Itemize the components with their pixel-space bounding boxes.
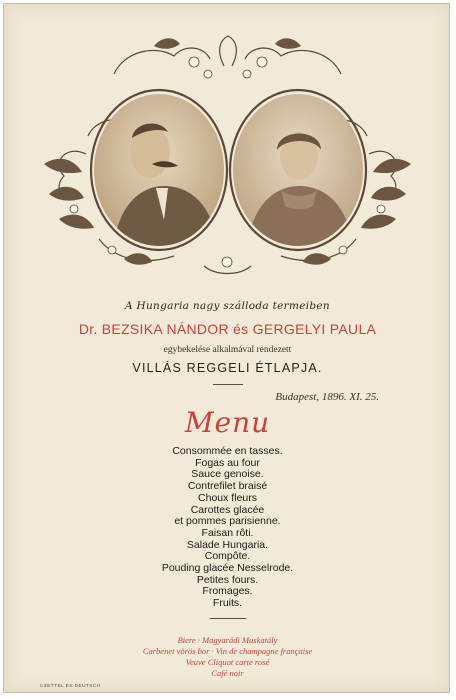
menu-item: Petites fours. (196, 573, 259, 586)
menu-item: Salade Hungaria. (186, 538, 269, 551)
drink-line: Carbenet vörös bor · Vin de champagne française (142, 646, 313, 656)
menu-divider (210, 618, 246, 619)
menu-list (4, 446, 451, 610)
breakfast-title: VILLÁS REGGELI ÉTLAPJA. (132, 361, 323, 375)
menu-item: Contrefilet braisé (187, 480, 268, 493)
drink-line: Café noir (211, 668, 244, 678)
intro-line: A Hungaria nagy szálloda termeiben (125, 300, 330, 312)
drink-line: Veuve Cliquot carte rosé (185, 657, 270, 667)
menu-item: Fruits. (212, 597, 243, 610)
menu-item: Fromages. (202, 585, 253, 598)
menu-item: Consommée en tasses. (172, 445, 283, 457)
floral-ornament (4, 4, 451, 294)
bride-portrait (233, 94, 363, 246)
drinks-list (4, 635, 451, 679)
menu-item: et pommes parisienne. (174, 515, 281, 528)
menu-title: Menu (184, 406, 271, 439)
menu-item: Compôte. (204, 550, 251, 563)
menu-item: Sauce genoise. (191, 468, 264, 481)
drink-line: Biere · Magyarádi Muskatály (177, 635, 278, 645)
menu-item: Choux fleurs (198, 491, 257, 504)
couple-names: Dr. BEZSIKA NÁNDOR és GERGELYI PAULA (78, 321, 377, 337)
menu-item: Pouding glacée Nesselrode. (161, 562, 294, 575)
occasion-line: egybekelése alkalmával rendezett (163, 345, 292, 355)
header-divider (213, 384, 243, 385)
menu-card (3, 3, 450, 693)
printer-imprint: CZETTEL ÉS DEUTSCH (40, 684, 101, 689)
menu-item: Carottes glacée (190, 503, 265, 516)
date-line: Budapest, 1896. XI. 25. (275, 391, 379, 403)
groom-portrait (94, 94, 224, 246)
menu-item: Faisan rôti. (201, 526, 254, 539)
menu-item: Fogas au four (195, 456, 260, 469)
